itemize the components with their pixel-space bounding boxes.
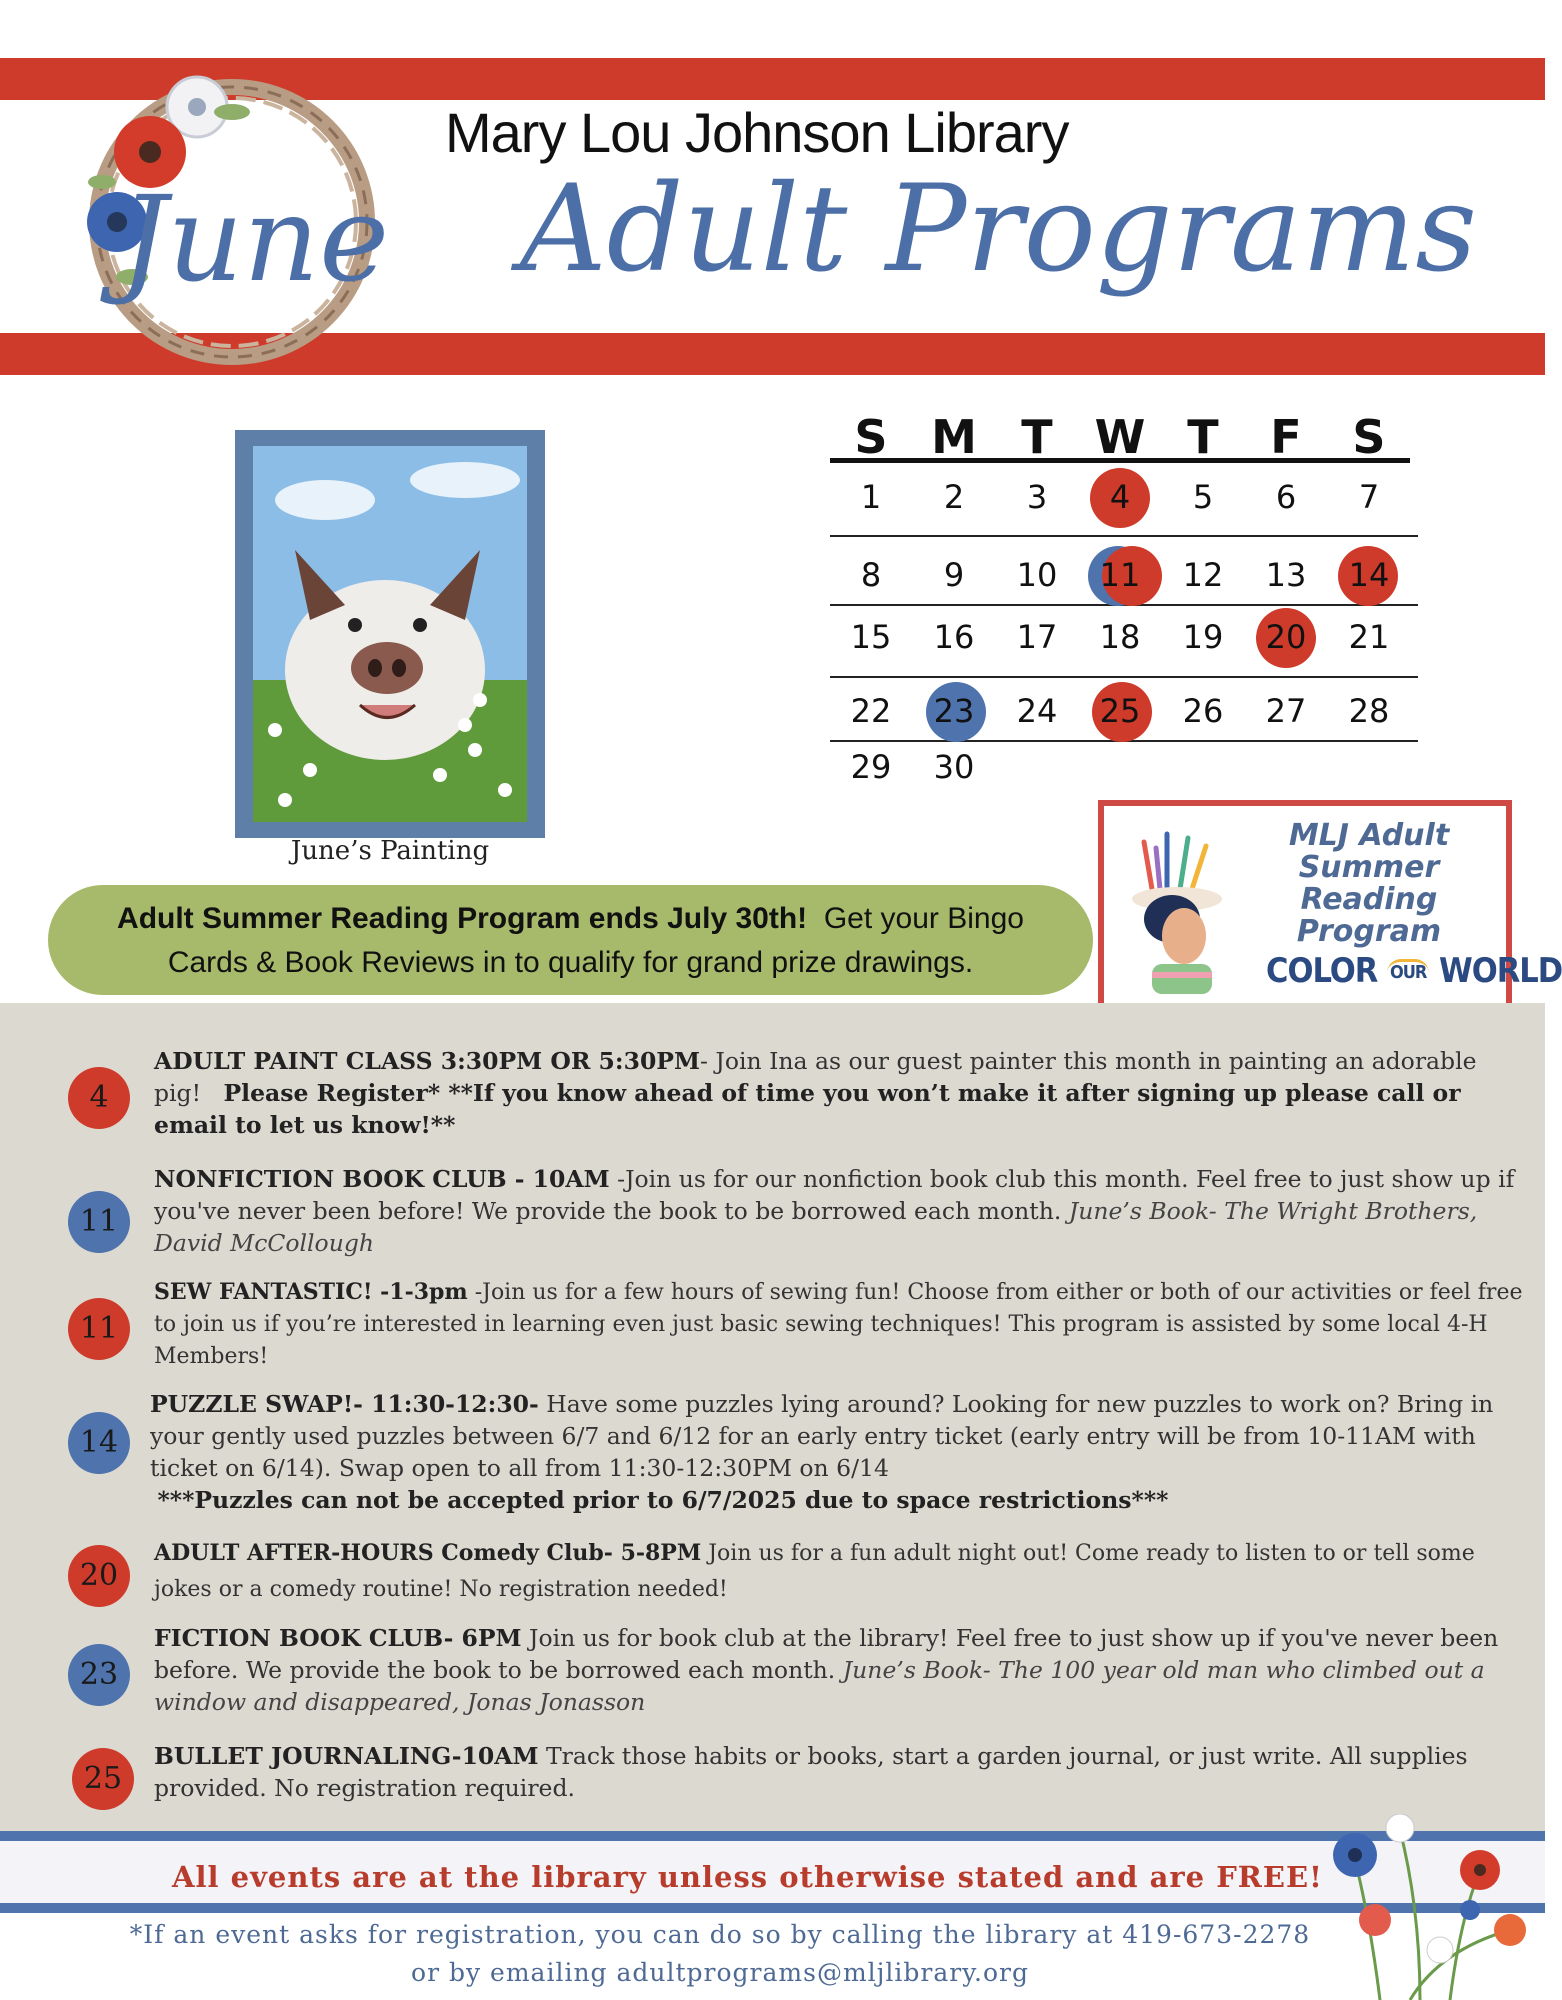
calendar-day: 11 <box>1099 556 1141 594</box>
weekday-sun: S <box>854 410 888 464</box>
event-date-badge: 20 <box>68 1545 130 1607</box>
calendar-day: 26 <box>1182 692 1224 730</box>
registration-line1: *If an event asks for registration, you can do so by calling the library at 419-673-2278 <box>129 1920 1311 1949</box>
page-title: Adult Programs <box>520 160 1477 299</box>
event-description <box>154 1740 1534 1804</box>
event-description <box>154 1276 1534 1373</box>
pig-painting <box>235 430 545 838</box>
event-book-note: June’s Book- The 100 year old man who climbed out a window and disappeared, Jonas Jonasson <box>154 1656 1485 1716</box>
weekday-thu: T <box>1187 410 1219 464</box>
event-text: -Join us for a few hours of sewing fun! Choose from either or both of our activities or feel free to join us if you’re interested in learning even just basic sewing techniques! This program is assisted by some local 4-H Members! <box>154 1280 1523 1369</box>
calendar-day: 18 <box>1099 618 1141 656</box>
event-title: BULLET JOURNALING-10AM <box>154 1742 539 1770</box>
weekday-fri: F <box>1270 410 1302 464</box>
banner-line2: Cards & Book Reviews in to qualify for grand prize drawings. <box>167 946 974 979</box>
calendar-day: 23 <box>933 692 975 730</box>
calendar-day: 30 <box>933 748 975 786</box>
calendar-day: 17 <box>1016 618 1058 656</box>
summer-reading-logo-box <box>1098 800 1562 1016</box>
calendar-row-divider <box>830 676 1418 678</box>
event-text: Join us for book club at the library! Feel free to just show up if you've never been before. We provide the book to be borrowed each month. <box>154 1624 1499 1684</box>
summer-reading-title-line2: Reading Program <box>1296 882 1442 949</box>
event-date-badge: 14 <box>68 1412 130 1474</box>
calendar-day: 27 <box>1265 692 1307 730</box>
calendar-day: 8 <box>860 556 882 594</box>
calendar-day: 9 <box>943 556 965 594</box>
library-name: Mary Lou Johnson Library <box>445 101 1069 164</box>
month-title: June <box>120 170 390 308</box>
calendar-day: 7 <box>1358 478 1380 516</box>
calendar-weekday-header <box>830 410 1410 463</box>
banner-rest-text: Get your Bingo <box>823 902 1024 935</box>
summer-reading-title <box>1234 820 1504 948</box>
registration-info <box>0 1916 1440 1992</box>
pig-painting-image <box>235 430 545 838</box>
event-note: Please Register* **If you know ahead of time you won’t make it after signing up please call or email to let us know!** <box>154 1079 1461 1139</box>
event-description <box>154 1622 1534 1718</box>
event-title: NONFICTION BOOK CLUB - 10AM <box>154 1165 610 1193</box>
banner-bold-text: Adult Summer Reading Program ends July 30th! <box>117 902 808 935</box>
event-date-badge: 25 <box>72 1748 134 1810</box>
calendar-day: 1 <box>860 478 882 516</box>
calendar-day: 15 <box>850 618 892 656</box>
event-text: - Join Ina as our guest painter this month in painting an adorable pig! <box>154 1047 1477 1107</box>
logo-text-color: COLOR <box>1266 951 1378 991</box>
color-our-world-logo <box>1266 951 1562 991</box>
event-text: Have some puzzles lying around? Looking for new puzzles to work on? Bring in your gently used puzzles between 6/7 and 6/12 for an early entry ticket (early entry will be from 10-11AM with ticket on 6/14). Swap open to all from 11:30-12:30PM on 6/14 <box>150 1390 1494 1482</box>
calendar-day: 6 <box>1275 478 1297 516</box>
free-events-notice: All events are at the library unless otherwise stated and are FREE! <box>172 1860 1323 1894</box>
banner-line1 <box>48 897 1093 941</box>
calendar-day: 19 <box>1182 618 1224 656</box>
calendar-day: 3 <box>1026 478 1048 516</box>
calendar-day: 5 <box>1192 478 1214 516</box>
event-note: ***Puzzles can not be accepted prior to 6/7/2025 due to space restrictions*** <box>157 1486 1169 1514</box>
painting-caption: June’s Painting <box>290 836 490 866</box>
event-date-badge: 11 <box>68 1191 130 1253</box>
calendar-day: 12 <box>1182 556 1224 594</box>
event-date-badge: 23 <box>68 1644 130 1706</box>
weekday-mon: M <box>931 410 977 464</box>
registration-line2: or by emailing adultprograms@mljlibrary.org <box>411 1958 1029 1987</box>
event-title: FICTION BOOK CLUB- 6PM <box>154 1624 522 1652</box>
calendar-day: 24 <box>1016 692 1058 730</box>
event-title: PUZZLE SWAP!- 11:30-12:30- <box>150 1390 539 1418</box>
event-description <box>154 1535 1534 1608</box>
calendar-day: 28 <box>1348 692 1390 730</box>
event-description <box>154 1045 1534 1141</box>
event-text: -Join us for our nonfiction book club this month. Feel free to just show up if you've never been before! We provide the book to be borrowed each month. <box>154 1165 1515 1225</box>
calendar-day: 25 <box>1099 692 1141 730</box>
event-title: SEW FANTASTIC! -1-3pm <box>154 1279 468 1305</box>
summer-reading-title-line1: MLJ Adult Summer <box>1288 818 1450 885</box>
calendar-day: 20 <box>1265 618 1307 656</box>
calendar-day: 13 <box>1265 556 1307 594</box>
event-title: ADULT AFTER-HOURS Comedy Club- 5-8PM <box>154 1540 702 1566</box>
logo-text-world: WORLD <box>1438 951 1562 991</box>
event-description <box>150 1388 1530 1516</box>
event-text: Track those habits or books, start a garden journal, or just write. All supplies provided. No registration required. <box>154 1742 1468 1802</box>
wildflowers-icon <box>1310 1800 1545 2000</box>
event-date-badge: 4 <box>68 1067 130 1129</box>
calendar-day: 22 <box>850 692 892 730</box>
reader-head-icon <box>1122 824 1234 994</box>
calendar-day: 29 <box>850 748 892 786</box>
event-text: Join us for a fun adult night out! Come ready to listen to or tell some jokes or a comedy routine! No registration needed! <box>154 1541 1475 1602</box>
calendar-day: 14 <box>1348 556 1390 594</box>
weekday-wed: W <box>1094 410 1146 464</box>
logo-text-our: OUR <box>1387 959 1429 983</box>
event-book-note: June’s Book- The Wright Brothers, David McCollough <box>154 1197 1478 1257</box>
event-date-badge: 11 <box>68 1298 130 1360</box>
calendar-day: 10 <box>1016 556 1058 594</box>
summer-reading-banner <box>48 885 1093 995</box>
calendar-day: 16 <box>933 618 975 656</box>
event-title: ADULT PAINT CLASS 3:30PM OR 5:30PM <box>154 1047 700 1075</box>
calendar-day: 2 <box>943 478 965 516</box>
event-description <box>154 1163 1534 1259</box>
weekday-tue: T <box>1021 410 1053 464</box>
calendar-day: 21 <box>1348 618 1390 656</box>
calendar-day: 4 <box>1109 478 1131 516</box>
weekday-sat: S <box>1352 410 1386 464</box>
calendar-row-divider <box>830 535 1418 537</box>
